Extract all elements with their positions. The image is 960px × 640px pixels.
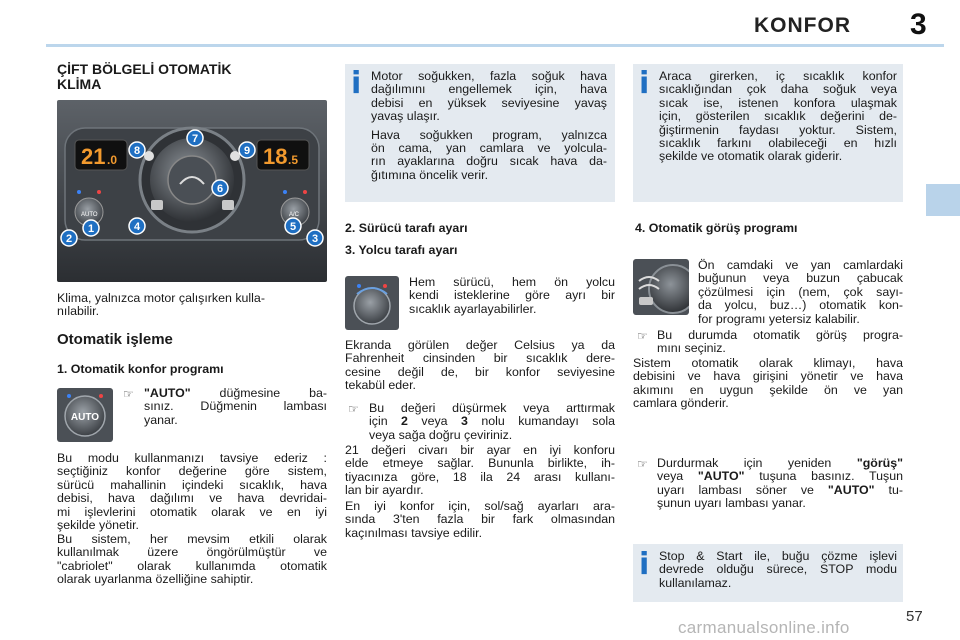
dual-zone-text: Hem sürücü, hem ön yolcu kendi isteklerine göre ayrı bir sıcaklık ayarlayabilirler. xyxy=(409,275,615,316)
svg-text:AUTO: AUTO xyxy=(70,412,100,423)
adjust-bullet-text: Bu değeri düşürmek veya arttırmak için 2 veya 3 nolu kumandayı sola veya sağa doğru çeviriniz. xyxy=(369,401,615,442)
svg-text:5: 5 xyxy=(289,221,297,233)
page-header-title: KONFOR xyxy=(754,14,851,37)
svg-text:A/C: A/C xyxy=(289,212,300,218)
svg-text:2: 2 xyxy=(65,233,73,245)
temperature-knob-thumbnail xyxy=(345,276,399,330)
season-paragraph: Bu sistem, her mevsim etkili olarak kullanılmak üzere öngörülmüştür ve "cabriolet" olarak kullanımda otomatik olarak uyarlanma özelliğine sahiptir. xyxy=(57,532,327,587)
climate-panel-photo xyxy=(57,100,327,282)
chapter-side-tab xyxy=(926,184,960,216)
visibility-system-paragraph: Sistem otomatik olarak klimayı, hava debisini ve hava girişini yönetir ve hava akımını en uygun şekilde ön ve yan camlara gönderir. xyxy=(633,356,903,411)
item-2-title: 2. Sürücü tarafı ayarı xyxy=(345,221,468,235)
watermark: carmanualsonline.info xyxy=(678,618,850,637)
intro-paragraph: Klima, yalnızca motor çalışırken kulla- nılabilir. xyxy=(57,291,265,319)
subsection-title: Otomatik işleme xyxy=(57,331,173,348)
bullet-icon: ☞ xyxy=(637,457,648,471)
svg-text:9: 9 xyxy=(243,145,251,157)
svg-text:.0: .0 xyxy=(107,153,118,167)
info-box-entering-vehicle: i Araca girerken, iç sıcaklık konfor sıcaklığından çok daha soğuk veya sıcak ise, istenen konfora ulaşmak için, gösterilen sıcaklık değerini de- ğiştirmenin faydası yoktur. Sistem, sıcaklık farkını olabileceği en hızlı şekilde ve otomatik olarak giderir. xyxy=(633,64,903,202)
info-icon: i xyxy=(351,66,362,101)
svg-text:6: 6 xyxy=(216,183,224,195)
info-box-cold-engine: i Motor soğukken, fazla soğuk hava dağılımını engellemek için, hava debisi en yüksek seviyesine yavaş yavaş ulaşır. Hava soğukken program, yalnızca ön cama, yan camlara ve yolcula- rın ayaklarına doğru sıcak hava da- ğıtımına öncelik verir. xyxy=(345,64,615,202)
info-box-stop-start: i Stop & Start ile, buğu çözme işlevi devrede olduğu sürece, STOP modu kullanılamaz. xyxy=(633,544,903,602)
item-1-title: 1. Otomatik konfor programı xyxy=(57,362,224,376)
visibility-intro-text: Ön camdaki ve yan camlardaki buğunun veya buzun çabucak çözülmesi için (nem, çok sayı- da yolcu, buz…) otomatik kon- for programı yetersiz kalabilir. xyxy=(698,258,903,326)
item-4-title: 4. Otomatik görüş programı xyxy=(635,221,798,235)
svg-text:18: 18 xyxy=(263,144,288,169)
svg-text:7: 7 xyxy=(191,133,199,145)
recommended-setting-paragraph: 21 değeri civarı bir ayar en iyi konforu elde etmeye sağlar. Bununla birlikte, ih- tiyacınıza göre, 18 ila 24 arası kullanı- lan bir ayardır. xyxy=(345,443,615,498)
page-number: 57 xyxy=(906,608,923,625)
stop-visibility-bullet-text: Durdurmak için yeniden "görüş" veya "AUTO" tuşuna basınız. Tuşun uyarı lambası söner ve "AUTO" tu- şunun uyarı lambası yanar. xyxy=(657,456,903,511)
svg-text:1: 1 xyxy=(87,223,95,235)
svg-text:.5: .5 xyxy=(288,153,299,167)
auto-button-thumbnail xyxy=(57,388,113,442)
svg-text:8: 8 xyxy=(133,145,141,157)
visibility-bullet-text: Bu durumda otomatik görüş progra- mını seçiniz. xyxy=(657,328,903,356)
difference-paragraph: En iyi konfor için, sol/sağ ayarları ara- sında 3'ten fazla bir fark olmasından kaçınılması tavsiye edilir. xyxy=(345,499,615,540)
svg-text:21: 21 xyxy=(81,144,106,169)
chapter-number: 3 xyxy=(910,8,927,41)
bullet-icon: ☞ xyxy=(123,387,134,401)
climate-panel-illustration xyxy=(57,100,327,282)
svg-text:4: 4 xyxy=(133,221,141,233)
bullet-icon: ☞ xyxy=(637,329,648,343)
header-rule xyxy=(46,44,944,47)
display-value-paragraph: Ekranda görülen değer Celsius ya da Fahrenheit cinsinden bir sıcaklık dere- cesine değil de, bir konfor seviyesine tekabül eder. xyxy=(345,338,615,393)
item-3-title: 3. Yolcu tarafı ayarı xyxy=(345,243,458,257)
section-heading: ÇİFT BÖLGELİ OTOMATİK KLİMA xyxy=(57,61,232,92)
auto-mode-paragraph: Bu modu kullanmanızı tavsiye ederiz : seçtiğiniz konfor değerine göre sistem, sürücü mahallinin içindeki sıcaklık, hava debisi, hava dağılımı ve hava devridai- mi işlevlerini otomatik olarak ve en iyi şekilde yönetir. xyxy=(57,451,327,533)
visibility-button-thumbnail xyxy=(633,259,689,315)
svg-text:3: 3 xyxy=(311,233,319,245)
auto-bullet-text: "AUTO" düğmesine ba- sınız. Düğmenin lambası yanar. xyxy=(144,386,327,427)
bullet-icon: ☞ xyxy=(348,402,359,416)
svg-text:AUTO: AUTO xyxy=(81,212,98,218)
info-icon: i xyxy=(639,66,650,101)
info-icon: i xyxy=(639,547,650,582)
